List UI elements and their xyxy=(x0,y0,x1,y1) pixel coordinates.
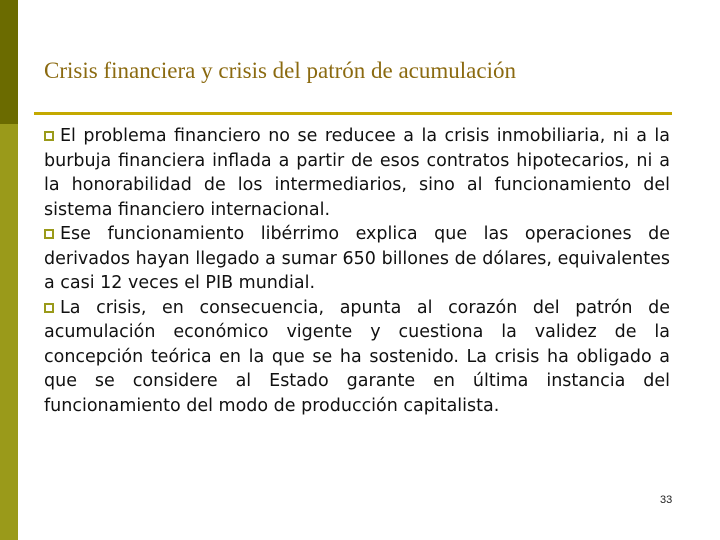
slide-body xyxy=(44,124,670,418)
bullet-paragraph-1 xyxy=(44,124,670,222)
bullet-text-3: La crisis, en consecuencia, apunta al corazón del patrón de acumulación económico vigente y cuestiona la validez de la concepción teórica en la que se ha sostenido. La crisis ha obligado a que se considere al Estado garante en última instancia del funcionamiento del modo de producción capitalista. xyxy=(44,297,670,416)
bullet-paragraph-3 xyxy=(44,296,670,419)
square-bullet-icon xyxy=(44,303,54,313)
page-number: 33 xyxy=(660,494,673,506)
bullet-text-1: El problema financiero no se reducee a la crisis inmobiliaria, ni a la burbuja financiera inflada a partir de esos contratos hipotecarios, ni a la honorabilidad de los intermediarios, sino al funcionamiento del sistema financiero internacional. xyxy=(44,126,670,220)
bullet-paragraph-2 xyxy=(44,222,670,296)
square-bullet-icon xyxy=(44,229,54,239)
square-bullet-icon xyxy=(44,131,54,141)
sidebar-dark-band xyxy=(0,0,18,124)
bullet-text-2: Ese funcionamiento libérrimo explica que las operaciones de derivados hayan llegado a sumar 650 billones de dólares, equivalentes a casi 12 veces el PIB mundial. xyxy=(44,224,670,293)
title-divider xyxy=(34,112,672,115)
slide-title: Crisis financiera y crisis del patrón de acumulación xyxy=(44,58,516,83)
sidebar-light-band xyxy=(0,124,18,540)
